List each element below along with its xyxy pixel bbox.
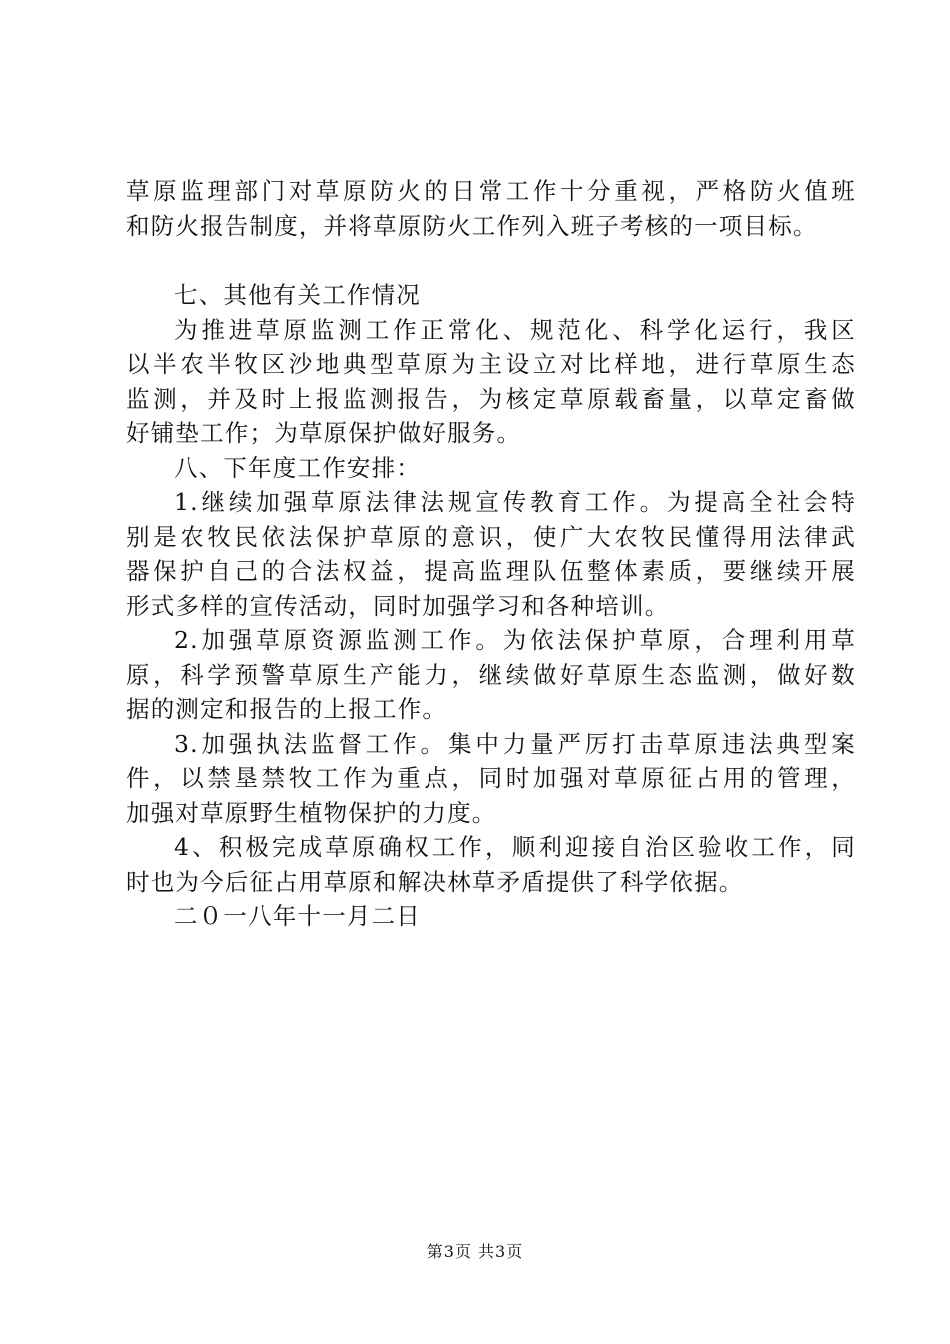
plan-item-4 bbox=[126, 830, 856, 899]
paragraph-line: 2.加强草原资源监测工作。为依法保护草原，合理利用草 bbox=[174, 626, 856, 654]
paragraph-line: 3.加强执法监督工作。集中力量严厉打击草原违法典型案 bbox=[174, 729, 856, 758]
paragraph-line: 和防火报告制度，并将草原防火工作列入班子考核的一项目标。 bbox=[126, 211, 818, 240]
plan-item-1 bbox=[126, 485, 856, 623]
paragraph-line: 器保护自己的合法权益，提高监理队伍整体素质，要继续开展 bbox=[126, 557, 856, 585]
paragraph-line: 为推进草原监测工作正常化、规范化、科学化运行，我区 bbox=[174, 315, 856, 344]
paragraph-line: 以半农半牧区沙地典型草原为主设立对比样地，进行草原生态 bbox=[126, 350, 856, 378]
paragraph-line: 形式多样的宣传活动，同时加强学习和各种培训。 bbox=[126, 591, 670, 620]
section-heading-other-work: 七、其他有关工作情况 bbox=[174, 281, 421, 309]
paragraph-line: 件，以禁垦禁牧工作为重点，同时加强对草原征占用的管理， bbox=[126, 764, 856, 792]
section-heading-next-year-plan: 八、下年度工作安排： bbox=[174, 453, 421, 482]
paragraph-line: 时也为今后征占用草原和解决林草矛盾提供了科学依据。 bbox=[126, 867, 744, 896]
document-body bbox=[126, 174, 856, 934]
plan-item-2 bbox=[126, 623, 856, 727]
paragraph-line: 原，科学预警草原生产能力，继续做好草原生态监测，做好数 bbox=[126, 660, 856, 689]
paragraph-gap bbox=[126, 243, 856, 278]
paragraph-line: 好铺垫工作；为草原保护做好服务。 bbox=[126, 419, 522, 447]
paragraph-monitoring bbox=[126, 313, 856, 451]
paragraph-line: 1.继续加强草原法律法规宣传教育工作。为提高全社会特 bbox=[174, 488, 856, 516]
plan-item-3 bbox=[126, 727, 856, 831]
paragraph-line: 据的测定和报告的上报工作。 bbox=[126, 695, 448, 723]
paragraph-fire-prevention bbox=[126, 174, 856, 243]
paragraph-line: 草原监理部门对草原防火的日常工作十分重视，严格防火值班 bbox=[126, 177, 856, 205]
paragraph-line: 监测，并及时上报监测报告，为核定草原载畜量，以草定畜做 bbox=[126, 384, 856, 413]
paragraph-line: 4、积极完成草原确权工作，顺利迎接自治区验收工作，同 bbox=[174, 833, 856, 861]
paragraph-line: 别是农牧民依法保护草原的意识，使广大农牧民懂得用法律武 bbox=[126, 522, 856, 551]
page-number-footer: 第3页 共3页 bbox=[426, 1242, 524, 1261]
document-date: 二０一八年十一月二日 bbox=[174, 902, 421, 930]
paragraph-line: 加强对草原野生植物保护的力度。 bbox=[126, 798, 497, 827]
